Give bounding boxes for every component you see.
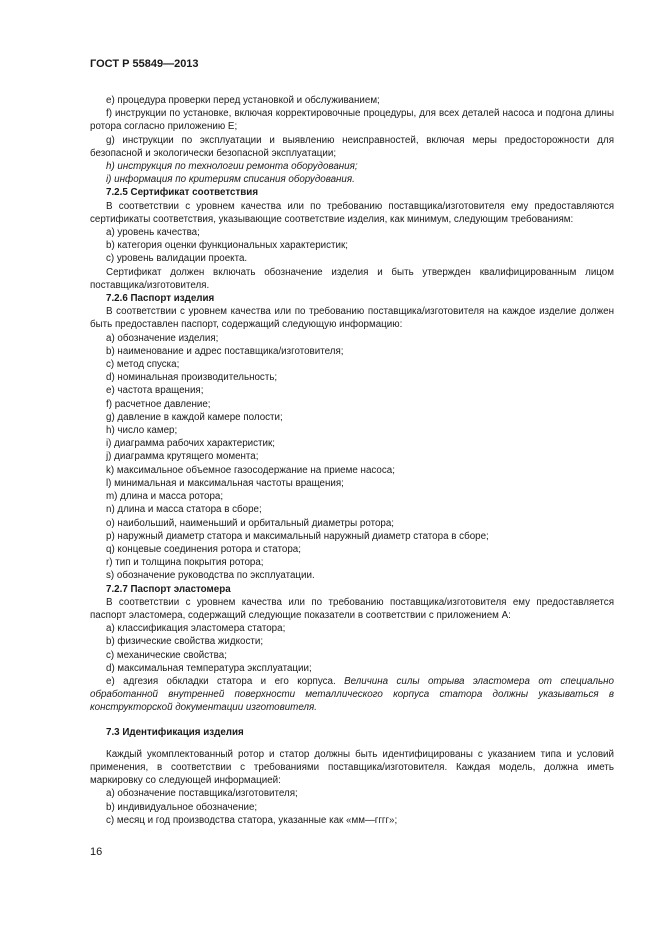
section-heading-7-2-5: 7.2.5 Сертификат соответствия — [106, 187, 259, 199]
list-item: s) обозначение руководства по эксплуатации. — [106, 570, 315, 582]
section-heading-7-2-6: 7.2.6 Паспорт изделия — [106, 293, 215, 305]
list-item: l) минимальная и максимальная частоты вращения; — [106, 477, 344, 489]
page-content — [90, 94, 614, 827]
list-item: e) частота вращения; — [106, 385, 204, 397]
list-item: d) максимальная температура эксплуатации; — [106, 662, 312, 674]
section-heading-7-3: 7.3 Идентификация изделия — [106, 726, 244, 738]
list-item: b) категория оценки функциональных характеристик; — [106, 240, 349, 252]
paragraph: Каждый укомплектованный ротор и статор должны быть идентифицированы с указанием типа и условий применения, в соответствии с требованиями поставщика/изготовителя. Каждая модель, должна иметь маркировку со следующей информацией: — [90, 748, 614, 787]
list-item: c) месяц и год производства статора, указанные как «мм—гггг»; — [106, 814, 398, 826]
list-item: h) инструкция по технологии ремонта оборудования; — [106, 161, 358, 173]
list-item: g) давление в каждой камере полости; — [106, 411, 283, 423]
page-number: 16 — [90, 846, 103, 858]
list-item: а) обозначение поставщика/изготовителя; — [106, 788, 298, 800]
list-item: q) концевые соединения ротора и статора; — [106, 543, 301, 555]
list-item: b) физические свойства жидкости; — [106, 636, 264, 648]
list-item: о) наибольший, наименьший и орбитальный диаметры ротора; — [106, 517, 395, 529]
list-item: j) диаграмма крутящего момента; — [106, 451, 259, 463]
list-item: b) наименование и адрес поставщика/изготовителя; — [106, 345, 344, 357]
list-item: h) число камер; — [106, 425, 178, 437]
list-item: а) обозначение изделия; — [106, 332, 219, 344]
list-item: f) расчетное давление; — [106, 398, 211, 410]
adhesion-text: e) адгезия обкладки статора и его корпуса. — [106, 675, 345, 687]
section-heading-7-2-7: 7.2.7 Паспорт эластомера — [106, 583, 231, 595]
list-item: r) тип и толщина покрытия ротора; — [106, 557, 264, 569]
list-item: n) длина и масса статора в сборе; — [106, 504, 262, 516]
list-item: c) уровень валидации проекта. — [106, 253, 248, 265]
list-item-adhesion — [90, 675, 614, 715]
list-item: k) максимальное объемное газосодержание на приеме насоса; — [106, 464, 395, 476]
list-item: m) длина и масса ротора; — [106, 491, 224, 503]
paragraph: В соответствии с уровнем качества или по требованию поставщика/изготовителя ему предоставляются сертификаты соответствия, указывающие соответствие изделия, как минимум, следующим требованиям: — [90, 200, 614, 225]
list-item: а) уровень качества; — [106, 227, 200, 239]
paragraph: Сертификат должен включать обозначение изделия и быть утвержден квалифицированным лицом поставщика/изготовителя. — [90, 266, 614, 291]
list-item: c) метод спуска; — [106, 359, 180, 371]
list-item: e) процедура проверки перед установкой и обслуживанием; — [106, 95, 380, 106]
paragraph: В соответствии с уровнем качества или по требованию поставщика/изготовителя на каждое изделие должен быть предоставлен паспорт, содержащий следующую информацию: — [90, 306, 614, 331]
list-item: i) информация по критериям списания оборудования. — [106, 174, 355, 186]
list-item: b) индивидуальное обозначение; — [106, 801, 258, 813]
list-item: i) диаграмма рабочих характеристик; — [106, 438, 275, 450]
list-item: d) номинальная производительность; — [106, 372, 278, 384]
paragraph: В соответствии с уровнем качества или по требованию поставщика/изготовителя ему предоставляется паспорт эластомера, содержащий следующие показатели в соответствии с приложением А: — [90, 596, 614, 621]
list-item: f) инструкции по установке, включая корректировочные процедуры, для всех деталей насоса и подгона длины ротора согласно приложению Е; — [90, 108, 614, 133]
adhesion-note: Величина силы отрыва эластомера от специально обработанной внутренней поверхности металлического корпуса статора должны указываться в конструкторской документации изготовителя. — [90, 675, 614, 714]
list-item: p) наружный диаметр статора и максимальный наружный диаметр статора в сборе; — [106, 530, 489, 542]
list-item: g) инструкции по эксплуатации и выявлению неисправностей, включая меры предосторожности для безопасной и экологически безопасной эксплуатации; — [90, 134, 614, 159]
list-item: а) классификация эластомера статора; — [106, 623, 286, 635]
document-header: ГОСТ Р 55849—2013 — [90, 58, 199, 70]
list-item: c) механические свойства; — [106, 649, 227, 661]
